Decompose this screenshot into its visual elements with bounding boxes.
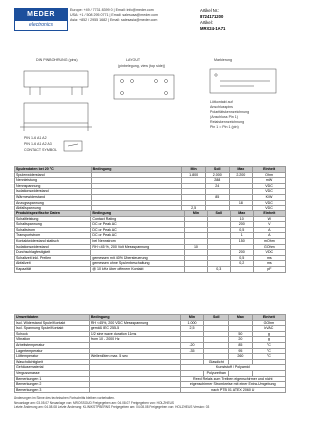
table-row: [15, 387, 286, 393]
table-cell: 10: [230, 216, 253, 222]
table-cell: Anzugsspannung: [15, 200, 92, 206]
table-cell: VDC: [253, 200, 286, 206]
contact-usa: USA: +1 / 508 295 0771 | Email: salesusa@meder.com: [70, 13, 158, 18]
footer: [14, 396, 286, 410]
contact-symbol: [64, 141, 82, 151]
table-cell: Bemerkungen 3: [15, 387, 90, 393]
table-cell: gemessen ohne Spulenbeschaltung: [91, 261, 185, 267]
table-cell: Schock: [15, 331, 90, 337]
table-cell: g: [252, 337, 285, 343]
table-cell: GOhm: [253, 244, 285, 250]
table-cell: 0,5: [230, 255, 253, 261]
logo-bottom-text: electronics: [29, 22, 53, 28]
table-cell: [230, 266, 253, 272]
table-header-cell: Bedingung: [89, 315, 180, 321]
table-cell: bei Nennstrom: [91, 238, 185, 244]
table-cell: Schaltleistung: [15, 216, 91, 222]
artnr-value: 8724171200: [200, 14, 224, 19]
drawing-note-1: Lötkontakt auf: [210, 100, 233, 104]
table-cell: kVAC: [252, 326, 285, 332]
table-cell: Schaltspannung: [15, 222, 91, 228]
artnr-label: Artikel Nr.:: [200, 8, 220, 13]
table-cell: Schaltstrom: [15, 227, 91, 233]
table-cell: Contact Rating: [91, 216, 185, 222]
table-cell: 200: [230, 250, 253, 256]
table-header-cell: Max: [229, 167, 253, 173]
drawing-note-2: Anschlusspins: [210, 105, 233, 109]
table-cell: nach PTB 01 ATEX 2060 U: [180, 387, 285, 393]
environment-data-table: [14, 314, 286, 393]
drawing-note-3: Polaritätskennzeichnung: [210, 110, 250, 114]
table-cell: pF: [253, 266, 285, 272]
table-cell: VDC: [253, 183, 286, 189]
table-cell: mOhm: [253, 238, 285, 244]
table-cell: Isol. Widerstand Spule/Kontakt: [15, 320, 90, 326]
table-cell: g: [252, 331, 285, 337]
table-cell: DC or Peak AC: [91, 227, 185, 233]
footer-line-3: Letzte Änderung am: 04.08.08 Letzte Änderung: KLINIKSTPBERNS Freigegeben am: 04.08.08 Freigegeben von: HOLZHEUS Version: 03: [14, 405, 210, 409]
relay-side-view: [20, 103, 92, 131]
table-cell: Abfallspannung: [15, 206, 92, 212]
table-cell: RH <45 %, 200 Volt Messspannung: [91, 244, 185, 250]
table-cell: Isol. Spannung Spule/Kontakt: [15, 326, 90, 332]
table-cell: eigenschirmer Stromkreise mit einer Extra-Umgebung: [180, 382, 285, 388]
table-cell: °C: [252, 348, 285, 354]
table-cell: DC or Peak AC: [91, 233, 185, 239]
table-header-cell: Soll: [205, 167, 229, 173]
table-cell: Lagertemperatur: [15, 348, 90, 354]
drawing-note-4: (Anschluss Pin 1): [210, 115, 238, 119]
contact-asia: Asia: +852 / 2955 1682 | Email: salesasia@meder.com: [70, 18, 158, 23]
table-header-cell: Umweltdaten: [15, 315, 90, 321]
table-cell: Isolationswiderstand: [15, 189, 92, 195]
table-header-cell: Min: [180, 315, 204, 321]
table-header-cell: Einheit: [253, 167, 286, 173]
relay-front-view: [24, 71, 88, 95]
drawing-left-note-3: CONTACT SYMBOL: [24, 148, 58, 152]
table-cell: ms: [253, 255, 285, 261]
table-cell: [185, 266, 208, 272]
article-block: [200, 8, 225, 32]
table-cell: W: [253, 216, 285, 222]
table-cell: Nennleistung: [15, 178, 92, 184]
table-header-cell: Min: [182, 167, 206, 173]
table-cell: DC or Peak AC: [91, 222, 185, 228]
table-cell: 20: [229, 337, 253, 343]
artikel-value: MRX24-1A71: [200, 26, 226, 31]
table-cell: Bemerkungen 2: [15, 382, 90, 388]
table-cell: 95: [229, 348, 253, 354]
table-cell: 288: [205, 178, 229, 184]
drawing-left-note-1: PIN 1-6 A1 A2: [24, 136, 47, 140]
table-row: [15, 266, 286, 272]
table-cell: 2,5: [182, 206, 206, 212]
contact-europe: Europe: +49 / 7731 8399 0 | Email: info@meder.com: [70, 8, 154, 12]
table-cell: 1: [230, 233, 253, 239]
table-header-cell: Bedingung: [91, 167, 182, 173]
table-cell: Löttemperatur: [15, 354, 90, 360]
table-cell: 85: [229, 342, 253, 348]
table-cell: Spulenwiderstand: [15, 172, 92, 178]
table-cell: ms: [253, 261, 285, 267]
table-cell: 10: [185, 244, 208, 250]
table-cell: GOhm: [252, 320, 285, 326]
table-cell: RH <45%, 200 VDC Messspannung: [89, 320, 180, 326]
table-cell: @ 10 kHz über offenem Kontakt: [91, 266, 185, 272]
table-header-cell: Max: [230, 211, 253, 217]
coil-data-table: [14, 166, 286, 212]
table-header-cell: Min: [185, 211, 208, 217]
table-cell: Vergussmasse: [15, 370, 90, 376]
table-cell: Reed Relais zum Treiben eigenschirmer und nicht: [180, 376, 285, 382]
table-cell: Waschdichtigkeit: [15, 359, 90, 365]
drawing-note-5: Relaiskennzeichnung: [210, 120, 245, 124]
table-cell: Durchschlagfestigkeit: [15, 250, 91, 256]
table-cell: Kontaktwiderstand statisch: [15, 238, 91, 244]
table-cell: VDC: [253, 206, 286, 212]
table-cell: Isolationswiderstand: [15, 244, 91, 250]
table-cell: Schaltzeit inkl. Prellen: [15, 255, 91, 261]
table-cell: A: [253, 233, 285, 239]
table-cell: Vibration: [15, 337, 90, 343]
table-cell: Glasdicht: [204, 359, 229, 365]
table-cell: 0,2: [230, 261, 253, 267]
table-cell: 24: [205, 183, 229, 189]
table-cell: Wellenlöten max. 5 sec: [89, 354, 180, 360]
table-cell: 2.000: [205, 172, 229, 178]
table-header-cell: Einheit: [253, 211, 285, 217]
drawing-left-note-2: PIN 1-6 A1 A2 A3: [24, 142, 52, 146]
table-header-cell: Spulendaten bei 20 °C: [15, 167, 92, 173]
table-cell: 2,5: [180, 326, 204, 332]
table-cell: Nennspannung: [15, 183, 92, 189]
table-cell: °C: [252, 354, 285, 360]
table-cell: Kunststoff / Polyamid: [180, 365, 285, 371]
table-header-cell: Einheit: [252, 315, 285, 321]
contact-block: [70, 8, 158, 24]
drawing-mid-subtitle: (pinbelegung, view (top side)): [118, 64, 166, 68]
footer-line-1: Änderungen im Sinne des technischen Fortschritts bleiben vorbehalten.: [14, 396, 115, 400]
table-cell: K/W: [253, 194, 286, 200]
table-cell: 0,5: [230, 227, 253, 233]
table-cell: 260: [229, 354, 253, 360]
table-cell: 85: [205, 194, 229, 200]
table-cell: -35: [180, 348, 204, 354]
table-cell: 0,3: [207, 266, 230, 272]
table-cell: Polyurethan: [204, 370, 229, 376]
table-cell: 50: [229, 331, 253, 337]
table-header-cell: Soll: [204, 315, 229, 321]
table-cell: VDC: [253, 189, 286, 195]
table-cell: Bemerkungen 1: [15, 376, 90, 382]
table-cell: 1/2 sine wave duration 11ms: [89, 331, 180, 337]
table-cell: 200: [230, 222, 253, 228]
table-cell: Gehäusematerial: [15, 365, 90, 371]
artikel-label: Artikel:: [200, 20, 213, 25]
table-header-cell: Soll: [207, 211, 230, 217]
table-cell: Kapazität: [15, 266, 91, 272]
table-cell: [89, 387, 180, 393]
drawing-mid-title: LAYOUT: [126, 58, 141, 62]
table-cell: 1.800: [182, 172, 206, 178]
product-data-table: [14, 210, 286, 273]
technical-drawing: [14, 55, 286, 162]
table-cell: 2.200: [229, 172, 253, 178]
drawing-right-title: Markierung: [214, 58, 232, 62]
table-cell: 1.000: [180, 320, 204, 326]
table-cell: Arbeitstemperatur: [15, 342, 90, 348]
drawing-left-title: DIN PINBOHRUNG (pins): [36, 58, 78, 62]
footer-line-2: Neuanlage am: 03.05.07 Neuanlage von: MROSSOUD Freigegeben am: 04.08.07 Freigegeben von: HOLZHEUS: [14, 400, 174, 405]
table-cell: 18: [229, 200, 253, 206]
table-cell: -20: [180, 342, 204, 348]
table-cell: from 10 - 2000 Hz: [89, 337, 180, 343]
table-cell: 150: [230, 238, 253, 244]
logo-top-text: MEDER: [15, 9, 67, 21]
table-cell: A: [253, 227, 285, 233]
table-header-cell: Max: [229, 315, 253, 321]
table-cell: gemäß IEC 255-5: [89, 326, 180, 332]
table-cell: gemessen mit 40% Übersteuerung: [91, 255, 185, 261]
marking-view: [210, 69, 276, 93]
table-cell: Transportstrom: [15, 233, 91, 239]
drawing-note-6: Pin 1 = Pin 1 (pin): [210, 125, 239, 129]
table-header-cell: Bedingung: [91, 211, 185, 217]
table-cell: mW: [253, 178, 286, 184]
table-cell: Wärmewiderstand: [15, 194, 92, 200]
table-cell: V: [253, 222, 285, 228]
table-cell: Abfallzeit: [15, 261, 91, 267]
table-cell: Ohm: [253, 172, 286, 178]
table-cell: °C: [252, 342, 285, 348]
table-header-cell: Produktspezifische Daten: [15, 211, 91, 217]
pin-layout: [114, 75, 174, 99]
table-cell: VDC: [253, 250, 285, 256]
meder-logo: [14, 8, 68, 31]
